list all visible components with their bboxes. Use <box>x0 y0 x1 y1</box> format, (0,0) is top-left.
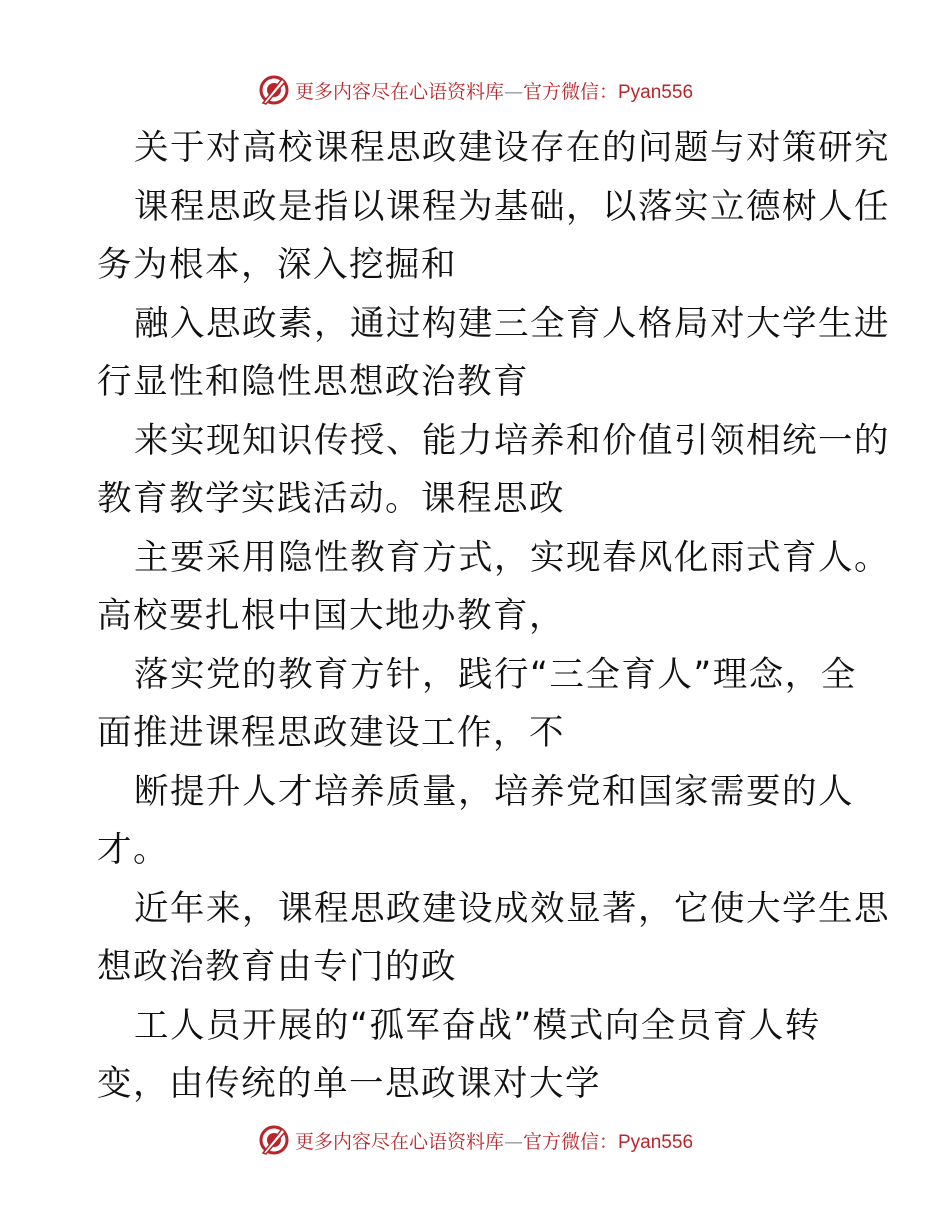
watermark-wechat-id: Pyan556 <box>618 81 694 103</box>
text-line: 教育教学实践活动。课程思政 <box>97 479 565 519</box>
watermark-label: 官方微信： <box>522 1130 618 1153</box>
text-line: 工人员开展的“孤军奋战”模式向全员育人转 <box>134 1005 821 1046</box>
document-body <box>97 119 890 1114</box>
text-line: 高校要扎根中国大地办教育， <box>97 596 565 636</box>
document-title: 关于对高校课程思政建设存在的问题与对策研究 <box>134 128 890 168</box>
text-line: 主要采用隐性教育方式，实现春风化雨式育人。 <box>134 537 890 578</box>
text-line: 才。 <box>97 830 169 870</box>
watermark-separator: — <box>503 1130 523 1153</box>
header-watermark <box>0 70 950 110</box>
text-line: 务为根本，深入挖掘和 <box>97 245 457 285</box>
text-line: 断提升人才培养质量，培养党和国家需要的人 <box>134 771 854 812</box>
watermark-text <box>295 1127 693 1154</box>
text-line: 融入思政素，通过构建三全育人格局对大学生进 <box>134 303 890 344</box>
watermark-wechat-id: Pyan556 <box>618 1131 694 1153</box>
text-line: 课程思政是指以课程为基础，以落实立德树人任 <box>134 186 890 227</box>
text-line: 来实现知识传授、能力培养和价值引领相统一的 <box>134 420 890 461</box>
text-line: 变，由传统的单一思政课对大学 <box>97 1064 601 1104</box>
text-line: 想政治教育由专门的政 <box>97 947 457 987</box>
watermark-brand: 更多内容尽在心语资料库 <box>294 80 504 103</box>
watermark-label: 官方微信： <box>522 80 618 103</box>
text-line: 行显性和隐性思想政治教育 <box>97 362 529 402</box>
quill-logo-icon <box>257 1123 291 1157</box>
text-line: 近年来，课程思政建设成效显著，它使大学生思 <box>134 888 890 929</box>
quill-logo-icon <box>257 73 291 107</box>
watermark-separator: — <box>503 80 523 103</box>
watermark-brand: 更多内容尽在心语资料库 <box>294 1130 504 1153</box>
footer-watermark <box>0 1120 950 1160</box>
watermark-text <box>295 77 693 104</box>
text-line: 落实党的教育方针，践行“三全育人”理念，全 <box>134 654 857 695</box>
text-line: 面推进课程思政建设工作，不 <box>97 713 565 753</box>
